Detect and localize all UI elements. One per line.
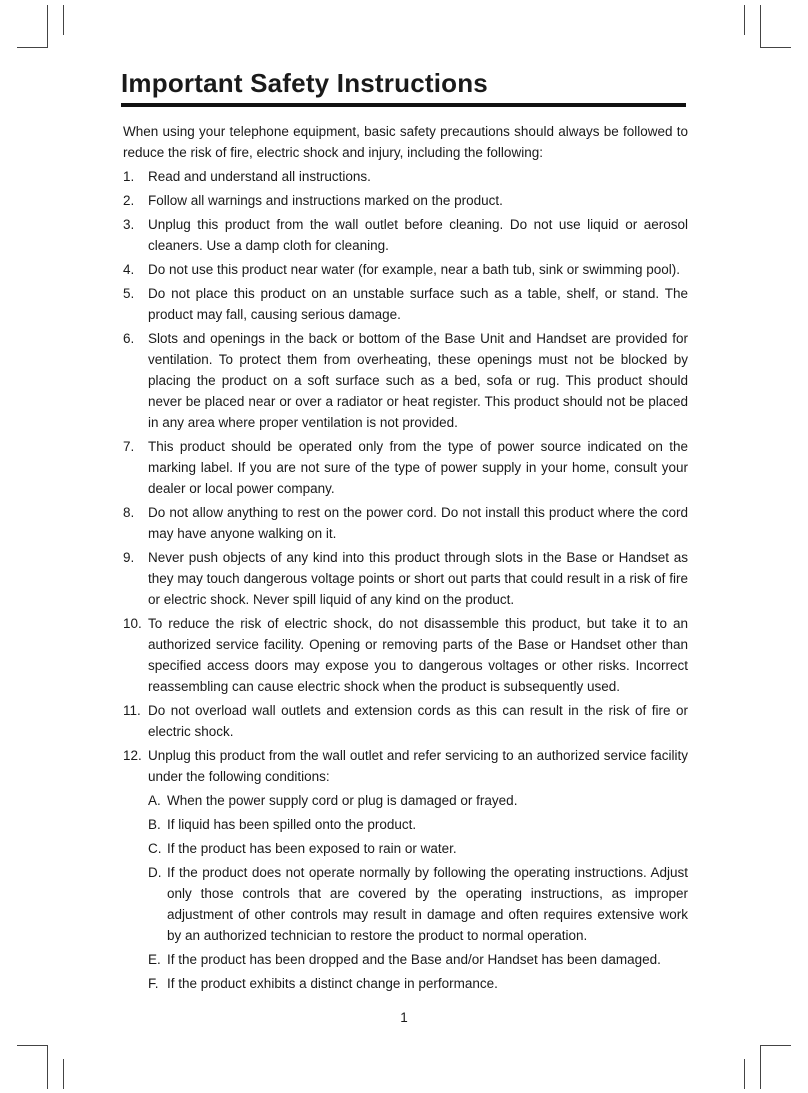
crop-mark	[47, 1045, 48, 1089]
sub-item-letter: F.	[148, 976, 159, 991]
sub-list-item	[148, 838, 688, 859]
item-text: Do not allow anything to rest on the power cord. Do not install this product where the cord may have anyone walking on it.	[148, 505, 688, 541]
item-number: 7.	[123, 439, 135, 454]
sub-item-text: When the power supply cord or plug is damaged or frayed.	[167, 793, 518, 808]
list-item	[123, 745, 688, 994]
sub-item-letter: D.	[148, 865, 162, 880]
list-item	[123, 259, 688, 280]
item-number: 3.	[123, 217, 135, 232]
item-number: 5.	[123, 286, 135, 301]
item-number: 6.	[123, 331, 135, 346]
list-item	[123, 166, 688, 187]
sub-item-text: If the product exhibits a distinct change in performance.	[167, 976, 498, 991]
item-text: Do not place this product on an unstable surface such as a table, shelf, or stand. The product may fall, causing serious damage.	[148, 286, 688, 322]
title-rule	[121, 103, 686, 107]
item-text: Never push objects of any kind into this product through slots in the Base or Handset as they may touch dangerous voltage points or short out parts that could result in a risk of fire or electric shock. Never spill liquid of any kind on the product.	[148, 550, 688, 607]
sub-item-letter: B.	[148, 817, 161, 832]
crop-mark	[760, 1045, 791, 1046]
sub-item-text: If the product has been dropped and the Base and/or Handset has been damaged.	[167, 952, 661, 967]
sub-list-item	[148, 949, 688, 970]
list-item	[123, 283, 688, 325]
instructions-list	[123, 166, 688, 994]
list-item	[123, 613, 688, 697]
sub-item-text: If liquid has been spilled onto the product.	[167, 817, 417, 832]
item-text: Unplug this product from the wall outlet before cleaning. Do not use liquid or aerosol cleaners. Use a damp cloth for cleaning.	[148, 217, 688, 253]
crop-mark	[63, 5, 64, 35]
item-number: 11.	[123, 703, 141, 718]
item-number: 9.	[123, 550, 135, 565]
list-item	[123, 328, 688, 433]
item-text: To reduce the risk of electric shock, do not disassemble this product, but take it to an authorized service facility. Opening or removing parts of the Base or Handset other than specified access doors may expose you to dangerous voltages or other risks. Incorrect reassembling can cause electric shock when the product is subsequently used.	[148, 616, 688, 694]
item-text: Follow all warnings and instructions marked on the product.	[148, 193, 503, 208]
sub-list-item	[148, 862, 688, 946]
conditions-list	[148, 790, 688, 994]
crop-mark	[744, 1059, 745, 1089]
sub-item-letter: C.	[148, 841, 162, 856]
intro-paragraph: When using your telephone equipment, basic safety precautions should always be followed to reduce the risk of fire, electric shock and injury, including the following:	[123, 124, 688, 160]
item-number: 1.	[123, 169, 135, 184]
instructions-body	[123, 121, 688, 997]
sub-item-text: If the product has been exposed to rain or water.	[167, 841, 457, 856]
item-text: This product should be operated only from the type of power source indicated on the marking label. If you are not sure of the type of power supply in your home, consult your dealer or local power company.	[148, 439, 688, 496]
list-item	[123, 190, 688, 211]
item-number: 2.	[123, 193, 135, 208]
item-number: 4.	[123, 262, 135, 277]
list-item	[123, 214, 688, 256]
sub-item-text: If the product does not operate normally by following the operating instructions. Adjust only those controls that are covered by the operating instructions, as improper adjustment of other controls may result in damage and often requires extensive work by an authorized technician to restore the product to normal operation.	[167, 865, 688, 943]
crop-mark	[63, 1059, 64, 1089]
crop-mark	[17, 1045, 48, 1046]
item-text: Slots and openings in the back or bottom of the Base Unit and Handset are provided for ventilation. To protect them from overheating, these openings must not be blocked by placing the product on a soft surface such as a bed, sofa or rug. This product should never be placed near or over a radiator or heat register. This product should not be placed in any area where proper ventilation is not provided.	[148, 331, 688, 430]
sub-list-item	[148, 790, 688, 811]
sub-item-letter: E.	[148, 952, 161, 967]
item-text: Read and understand all instructions.	[148, 169, 371, 184]
list-item	[123, 547, 688, 610]
crop-mark	[47, 5, 48, 47]
sub-list-item	[148, 973, 688, 994]
sub-list-item	[148, 814, 688, 835]
page-number: 1	[400, 1010, 408, 1025]
item-number: 8.	[123, 505, 135, 520]
item-number: 10.	[123, 616, 142, 631]
item-text: Do not use this product near water (for example, near a bath tub, sink or swimming pool).	[148, 262, 681, 277]
page-title: Important Safety Instructions	[121, 68, 488, 98]
item-text: Do not overload wall outlets and extension cords as this can result in the risk of fire or electric shock.	[148, 703, 688, 739]
crop-mark	[760, 47, 791, 48]
crop-mark	[760, 1045, 761, 1089]
sub-item-letter: A.	[148, 793, 161, 808]
item-text: Unplug this product from the wall outlet and refer servicing to an authorized service facility under the following conditions:	[148, 748, 688, 784]
list-item	[123, 502, 688, 544]
item-number: 12.	[123, 748, 142, 763]
crop-mark	[17, 47, 48, 48]
list-item	[123, 436, 688, 499]
crop-mark	[760, 5, 761, 47]
list-item	[123, 700, 688, 742]
crop-mark	[744, 5, 745, 35]
